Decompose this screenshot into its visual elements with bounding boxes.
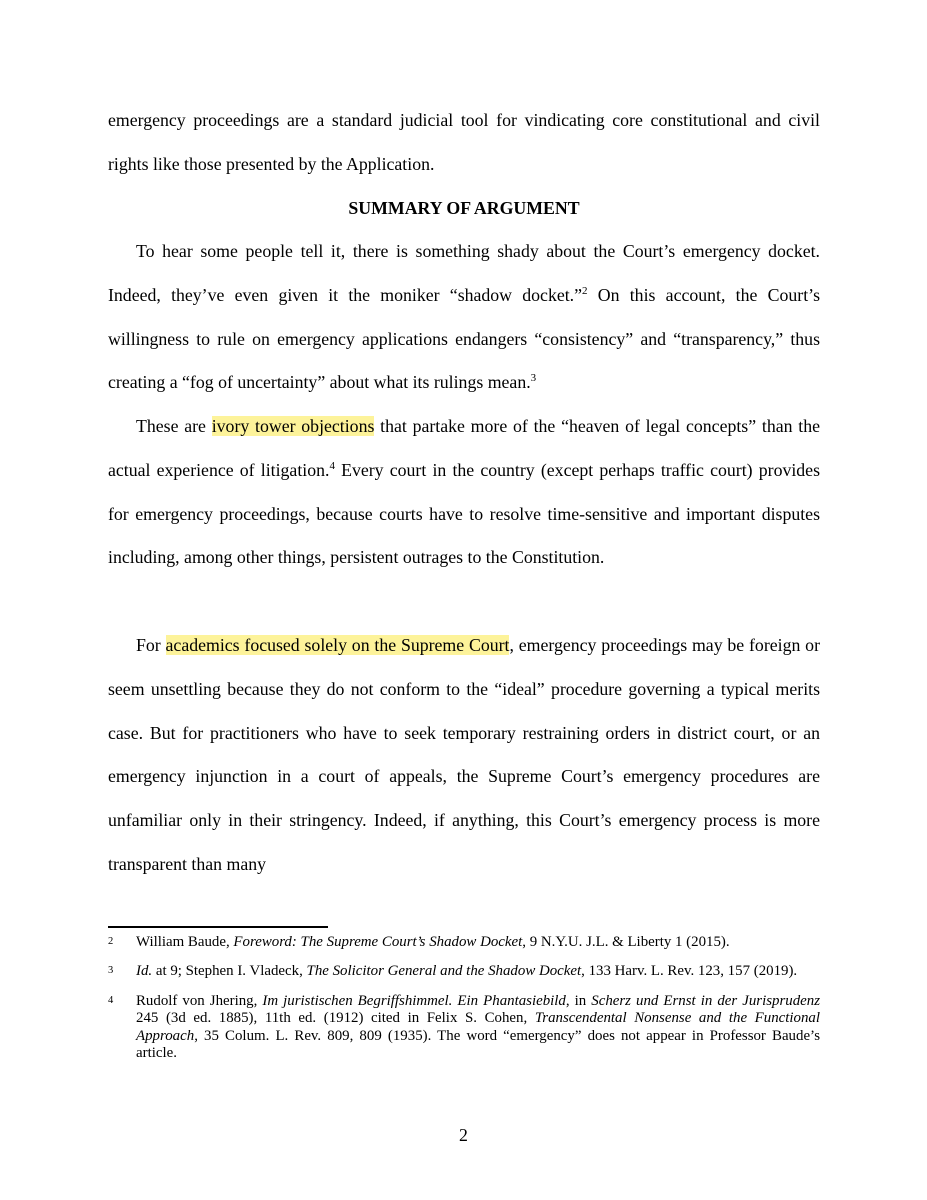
paragraph-text: On this account, the Court’s willingness to rule on emergency applications endangers “consistency” and “transparency,” thus creating a “fog of uncertainty” about what its rulings mean. [108,284,820,393]
footnote-3 [108,963,820,980]
footnote-text: , 133 Harv. L. Rev. 123, 157 (2019). [581,963,798,980]
footnote-reference[interactable]: 4 [329,459,335,472]
footnote-text: , in [565,992,592,1009]
footnote-number: 2 [108,936,114,947]
footnote-title: Transcendental Nonsense and the Functional Approach [136,1010,820,1044]
paragraph-continued [108,99,820,187]
paragraph-shadow-docket [108,230,820,405]
footnote-text: William Baude, [136,934,234,950]
paragraph-academics [108,624,820,887]
footnote-number: 4 [108,994,114,1006]
footnote-text: 245 (3d ed. 1885), 11th ed. (1912) cited in Felix S. Cohen, [136,1010,535,1027]
paragraph-text: These are [136,416,212,436]
footnote-reference[interactable]: 2 [582,284,588,297]
paragraph-text: that partake more of the “heaven of legal concepts” than the actual experience of litigation. [108,416,820,480]
footnote-title: Foreword: The Supreme Court’s Shadow Docket [233,934,523,950]
highlighted-text: ivory tower objections [211,416,375,436]
footnote-reference[interactable]: 3 [530,372,537,385]
footnote-title: Id. [136,963,153,980]
footnote-title: Im juristischen Begriffshimmel. Ein Phantasiebild [262,992,566,1009]
footnote-text: , 9 N.Y.U. J.L. & Liberty 1 (2015). [522,934,730,950]
page-number: 2 [459,1125,468,1145]
paragraph-ivory-tower [108,405,820,580]
highlighted-text: academics focused solely on the Supreme Court [165,635,510,655]
footnotes [108,934,820,1074]
footnote-separator [108,926,328,928]
paragraph-text: Every court in the country (except perhaps traffic court) provides for emergency proceedings, because courts have to resolve time-sensitive and important disputes including, among other things, persistent outrages to the Constitution. [108,459,820,568]
footnote-text: , 35 Colum. L. Rev. 809, 809 (1935). The word “emergency” does not appear in Professor Baude’s article. [136,1027,820,1062]
footnote-text: at 9; Stephen I. Vladeck, [152,963,307,980]
paragraph-text: , emergency proceedings may be foreign or seem unsettling because they do not conform to the “ideal” procedure governing a typical merits case. But for practitioners who have to seek temporary restraining orders in district court, or an emergency injunction in a court of appeals, the Supreme Court’s emergency procedures are unfamiliar only in their stringency. Indeed, if anything, this Court’s emergency process is more transparent than many [108,635,820,874]
paragraph-text: To hear some people tell it, there is something shady about the Court’s emergency docket. Indeed, they’ve even given it the moniker “shadow docket.” [108,241,820,305]
footnote-title: Scherz und Ernst in der Jurisprudenz [591,992,820,1009]
footnote-4 [108,993,820,1063]
section-heading: SUMMARY OF ARGUMENT [348,198,580,218]
paragraph-text: For [136,635,166,655]
footnote-title: The Solicitor General and the Shadow Docket [306,963,582,980]
footnote-number: 3 [108,965,114,977]
paragraph-text: emergency proceedings are a standard judicial tool for vindicating core constitutional and civil rights like those presented by the Application. [108,110,820,174]
footnote-2 [108,934,820,951]
footnote-text: Rudolf von Jhering, [136,992,263,1009]
